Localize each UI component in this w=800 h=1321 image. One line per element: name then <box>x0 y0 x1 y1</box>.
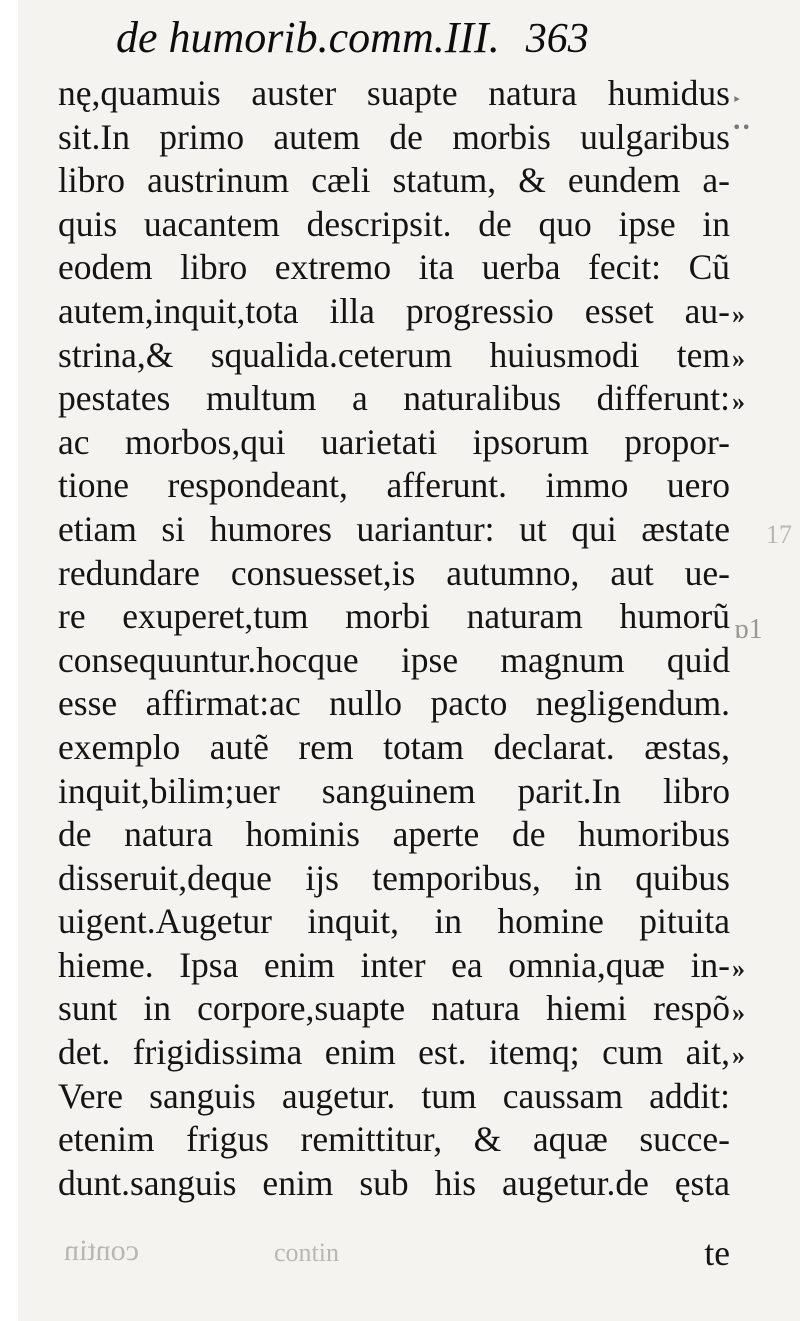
quotation-mark: » <box>732 300 745 329</box>
text-line: exemplo autẽ rem totam declarat. æstas, <box>58 726 730 767</box>
page-number: 363 <box>525 16 589 62</box>
page-header <box>116 12 736 72</box>
page-left-margin <box>0 0 18 1321</box>
text-line: det. frigidissima enim est. itemq; cum ait, <box>58 1032 730 1073</box>
text-line: etenim frigus remittitur, & aquæ succe- <box>58 1119 730 1160</box>
text-line: Vere sanguis augetur. tum caussam addit: <box>58 1075 730 1116</box>
text-line: redundare consuesset,is autumno, aut ue- <box>58 552 730 593</box>
bleed-through-text: contin <box>274 1238 339 1267</box>
book-page <box>18 0 800 1321</box>
text-line: strina,& squalida.ceterum huiusmodi tem <box>58 334 730 375</box>
text-line: etiam si humores uariantur: ut qui æstate <box>58 508 730 549</box>
text-line: inquit,bilim;uer sanguinem parit.In libro <box>58 770 730 811</box>
running-head: de humorib.comm.III. <box>116 13 500 62</box>
text-line: uigent.Augetur inquit, in homine pituita <box>58 901 730 942</box>
text-line: pestates multum a naturalibus differunt: <box>58 378 730 419</box>
quotation-mark: » <box>732 997 745 1027</box>
quotation-mark: » <box>732 343 745 373</box>
quotation-mark: » <box>732 387 745 417</box>
bleed-through-text: contin <box>64 1234 139 1267</box>
text-line: eodem libro extremo ita uerba fecit: Cũ <box>58 247 730 288</box>
text-line: nę,quamuis auster suapte natura humidus <box>58 73 730 113</box>
bleed-through-numeral: 17 <box>766 520 792 549</box>
text-line: re exuperet,tum morbi naturam humorũ <box>58 596 730 637</box>
text-line: ac morbos,qui uarietati ipsorum propor- <box>58 421 730 462</box>
text-line: hieme. Ipsa enim inter ea omnia,quæ in- <box>58 944 730 985</box>
ink-smudge: ‣ •• <box>732 90 751 137</box>
text-line: sit.In primo autem de morbis uulgaribus <box>58 116 730 157</box>
text-line: tione respondeant, afferunt. immo uero <box>58 465 730 506</box>
text-line: esse affirmat:ac nullo pacto negligendum. <box>58 683 730 724</box>
catchword: te <box>704 1233 730 1273</box>
text-line: consequuntur.hocque ipse magnum quid <box>58 639 730 680</box>
body-text <box>58 72 730 1205</box>
quotation-mark: » <box>732 1041 745 1071</box>
text-line: disseruit,deque ijs temporibus, in quibus <box>58 857 730 898</box>
text-line: sunt in corpore,suapte natura hiemi respõ <box>58 988 730 1029</box>
text-line: de natura hominis aperte de humoribus <box>58 814 730 855</box>
bleed-through-fragment: ɒ1 <box>734 614 763 645</box>
text-line: libro austrinum cæli statum, & eundem a- <box>58 160 730 201</box>
text-line: dunt.sanguis enim sub his augetur.de ęsta <box>58 1162 730 1203</box>
text-line: quis uacantem descripsit. de quo ipse in <box>58 203 730 244</box>
quotation-mark: » <box>732 954 745 983</box>
text-line: autem,inquit,tota illa progressio esset au- <box>58 290 730 331</box>
